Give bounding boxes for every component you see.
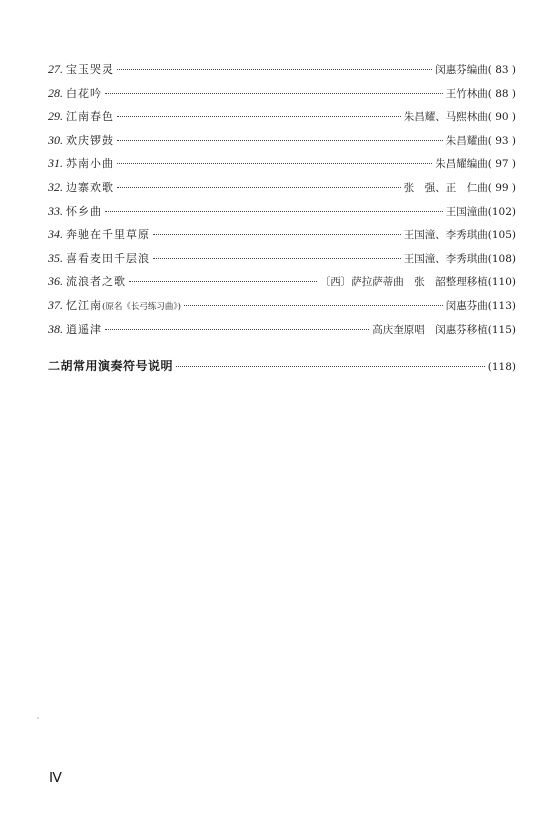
entry-title: 流浪者之歌 [66, 275, 126, 289]
leader-dots [105, 93, 443, 94]
entry-page: ( 88 ) [487, 87, 516, 100]
entry-page: (113) [487, 299, 516, 312]
toc-entry[interactable] [48, 105, 516, 129]
toc-entry[interactable] [48, 247, 516, 271]
entry-title: 苏南小曲 [66, 157, 114, 171]
leader-dots [117, 187, 401, 188]
entry-page: (108) [487, 252, 516, 265]
leader-dots [117, 140, 443, 141]
leader-dots [105, 329, 369, 330]
entry-number: 28. [48, 85, 63, 100]
entry-page: ( 99 ) [487, 181, 516, 194]
entry-title: 奔驰在千里草原 [66, 228, 150, 242]
entry-title: 宝玉哭灵 [66, 63, 114, 76]
entry-number: 33. [48, 203, 63, 218]
entry-number: 37. [48, 297, 63, 312]
entry-title: 怀乡曲 [66, 204, 102, 218]
leader-dots [117, 163, 432, 164]
appendix-entry[interactable] [48, 357, 516, 374]
entry-title: 欢庆锣鼓 [66, 133, 114, 147]
leader-dots [129, 281, 317, 282]
entry-number: 36. [48, 274, 63, 289]
entry-title: 喜看麦田千层浪 [66, 251, 150, 265]
toc-entry[interactable] [48, 176, 516, 200]
entry-page: (110) [487, 276, 516, 289]
toc-entry[interactable] [48, 294, 516, 318]
entry-composer: 王竹林曲 [445, 87, 488, 100]
toc-entry[interactable] [48, 318, 516, 342]
entry-composer: 〔西〕萨拉萨蒂曲 张 韶整理移植 [319, 276, 488, 289]
toc-entry[interactable] [48, 82, 516, 106]
entry-number: 31. [48, 156, 63, 171]
entry-page: (105) [487, 229, 516, 242]
entry-composer: 王国潼、李秀琪曲 [403, 252, 488, 265]
toc-entry[interactable] [48, 223, 516, 247]
entry-title: 边寨欢歌 [66, 180, 114, 194]
toc-entry[interactable] [48, 58, 516, 82]
entry-page: ( 93 ) [487, 134, 516, 147]
toc-entry[interactable] [48, 152, 516, 176]
entry-page: ( 97 ) [487, 158, 516, 171]
entry-number: 38. [48, 321, 63, 336]
entry-title-note: (原名《长弓练习曲》) [102, 301, 181, 312]
page-number: Ⅳ [49, 771, 62, 786]
leader-dots [184, 305, 443, 306]
entry-title: 白花吟 [66, 86, 102, 100]
entry-number: 32. [48, 179, 63, 194]
scan-speck [37, 717, 39, 719]
entry-composer: 朱昌耀、马熙林曲 [403, 111, 488, 124]
entry-composer: 王国潼、李秀琪曲 [403, 229, 488, 242]
entry-page: (102) [487, 205, 516, 218]
entry-page: ( 90 ) [487, 111, 516, 124]
entry-page: (115) [487, 323, 516, 336]
toc-entry[interactable] [48, 129, 516, 153]
toc-entry[interactable] [48, 200, 516, 224]
entry-composer: 朱昌耀曲 [445, 134, 488, 147]
entry-page: ( 83 ) [487, 64, 516, 76]
appendix-page: (118) [487, 361, 516, 373]
entry-number: 35. [48, 250, 63, 265]
leader-dots [176, 366, 485, 367]
leader-dots [105, 211, 443, 212]
entry-composer: 张 强、正 仁曲 [403, 181, 488, 194]
entry-composer: 朱昌耀编曲 [435, 158, 488, 171]
entry-composer: 闵惠芬曲 [445, 299, 488, 312]
appendix-title: 二胡常用演奏符号说明 [48, 359, 174, 373]
entry-composer: 王国潼曲 [445, 205, 488, 218]
entry-title: 江南春色 [66, 110, 114, 124]
entry-title: 忆江南 [66, 298, 102, 312]
entry-composer: 闵惠芬编曲 [435, 64, 488, 76]
leader-dots [153, 234, 401, 235]
leader-dots [117, 116, 401, 117]
entry-number: 30. [48, 132, 63, 147]
leader-dots [153, 258, 401, 259]
entry-number: 29. [48, 109, 63, 124]
entry-title: 逍遥津 [66, 322, 102, 336]
leader-dots [117, 69, 432, 70]
entry-number: 34. [48, 227, 63, 242]
entry-composer: 高庆奎原唱 闵惠芬移植 [372, 323, 488, 336]
toc-entry[interactable] [48, 270, 516, 294]
entry-number: 27. [48, 62, 63, 76]
table-of-contents [48, 58, 516, 341]
